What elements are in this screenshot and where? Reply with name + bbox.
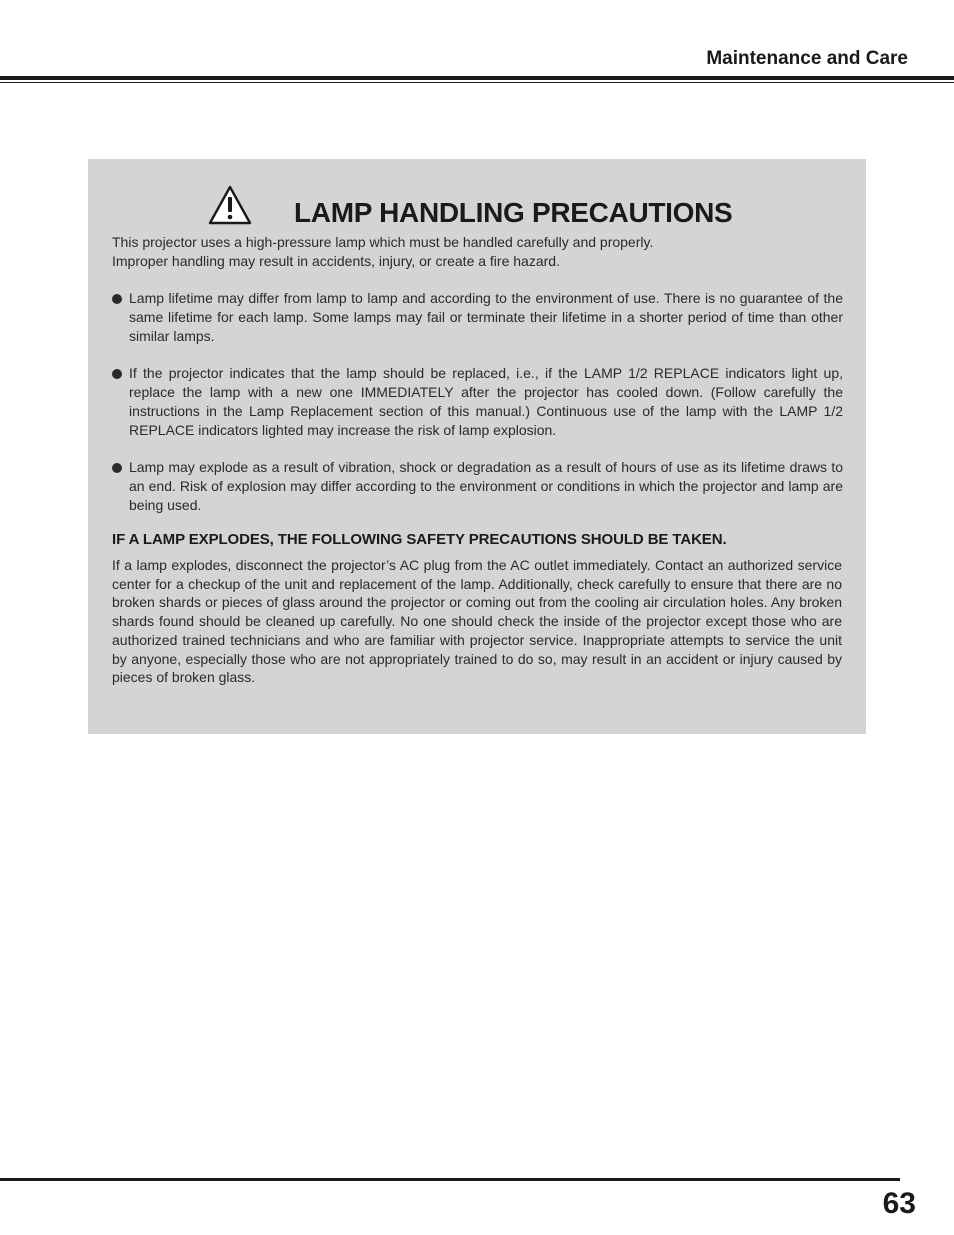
bullet-text: If the projector indicates that the lamp should be replaced, i.e., if the LAMP 1/2 REPLACE indicators light up, replace the lamp with a new one IMMEDIATELY after the projector has cooled down. (Follow carefully the instructions in the Lamp Replacement section of this manual.) Continuous use of the lamp with the LAMP 1/2 REPLACE indicators lighted may increase the risk of lamp explosion. [129,365,843,438]
bullet-text: Lamp lifetime may differ from lamp to lamp and according to the environment of use. There is no guarantee of the same lifetime for each lamp. Some lamps may fail or terminate their lifetime in a shorter period of time than other similar lamps. [129,290,843,344]
precautions-panel [88,159,866,734]
bullet-item [112,289,843,346]
panel-title: LAMP HANDLING PRECAUTIONS [294,197,733,228]
bullet-dot-icon [112,294,122,304]
bullet-item [112,364,843,440]
intro-text [112,233,842,271]
header-rule [0,76,954,80]
header-rule-thin [0,82,954,83]
intro-line: Improper handling may result in accidents, injury, or create a fire hazard. [112,253,560,269]
warning-triangle-icon [208,185,252,225]
bullet-item [112,458,843,515]
bullet-dot-icon [112,369,122,379]
footer-rule [0,1178,900,1181]
explode-heading: IF A LAMP EXPLODES, THE FOLLOWING SAFETY PRECAUTIONS SHOULD BE TAKEN. [112,531,727,548]
intro-line: This projector uses a high-pressure lamp which must be handled carefully and properly. [112,234,654,250]
explode-body: If a lamp explodes, disconnect the projector’s AC plug from the AC outlet immediately. Contact an authorized service center for a checkup of the unit and replacement of the lamp. Additionally, check carefully to ensure that there are no broken shards or pieces of glass around the projector or coming out from the cooling air circulation holes. Any broken shards found should be cleaned up carefully. No one should check the inside of the projector except those who are authorized trained technicians and who are familiar with projector service. Inappropriate attempts to service the unit by anyone, especially those who are not appropriately trained to do so, may result in an accident or injury caused by pieces of broken glass. [112,557,842,686]
bullet-text: Lamp may explode as a result of vibration, shock or degradation as a result of hours of use as its lifetime draws to an end. Risk of explosion may differ according to the environment or conditions in which the projector and lamp are being used. [129,459,843,513]
bullet-dot-icon [112,463,122,473]
section-header: Maintenance and Care [706,48,908,69]
page-number: 63 [882,1187,916,1220]
bullet-list [112,289,843,533]
